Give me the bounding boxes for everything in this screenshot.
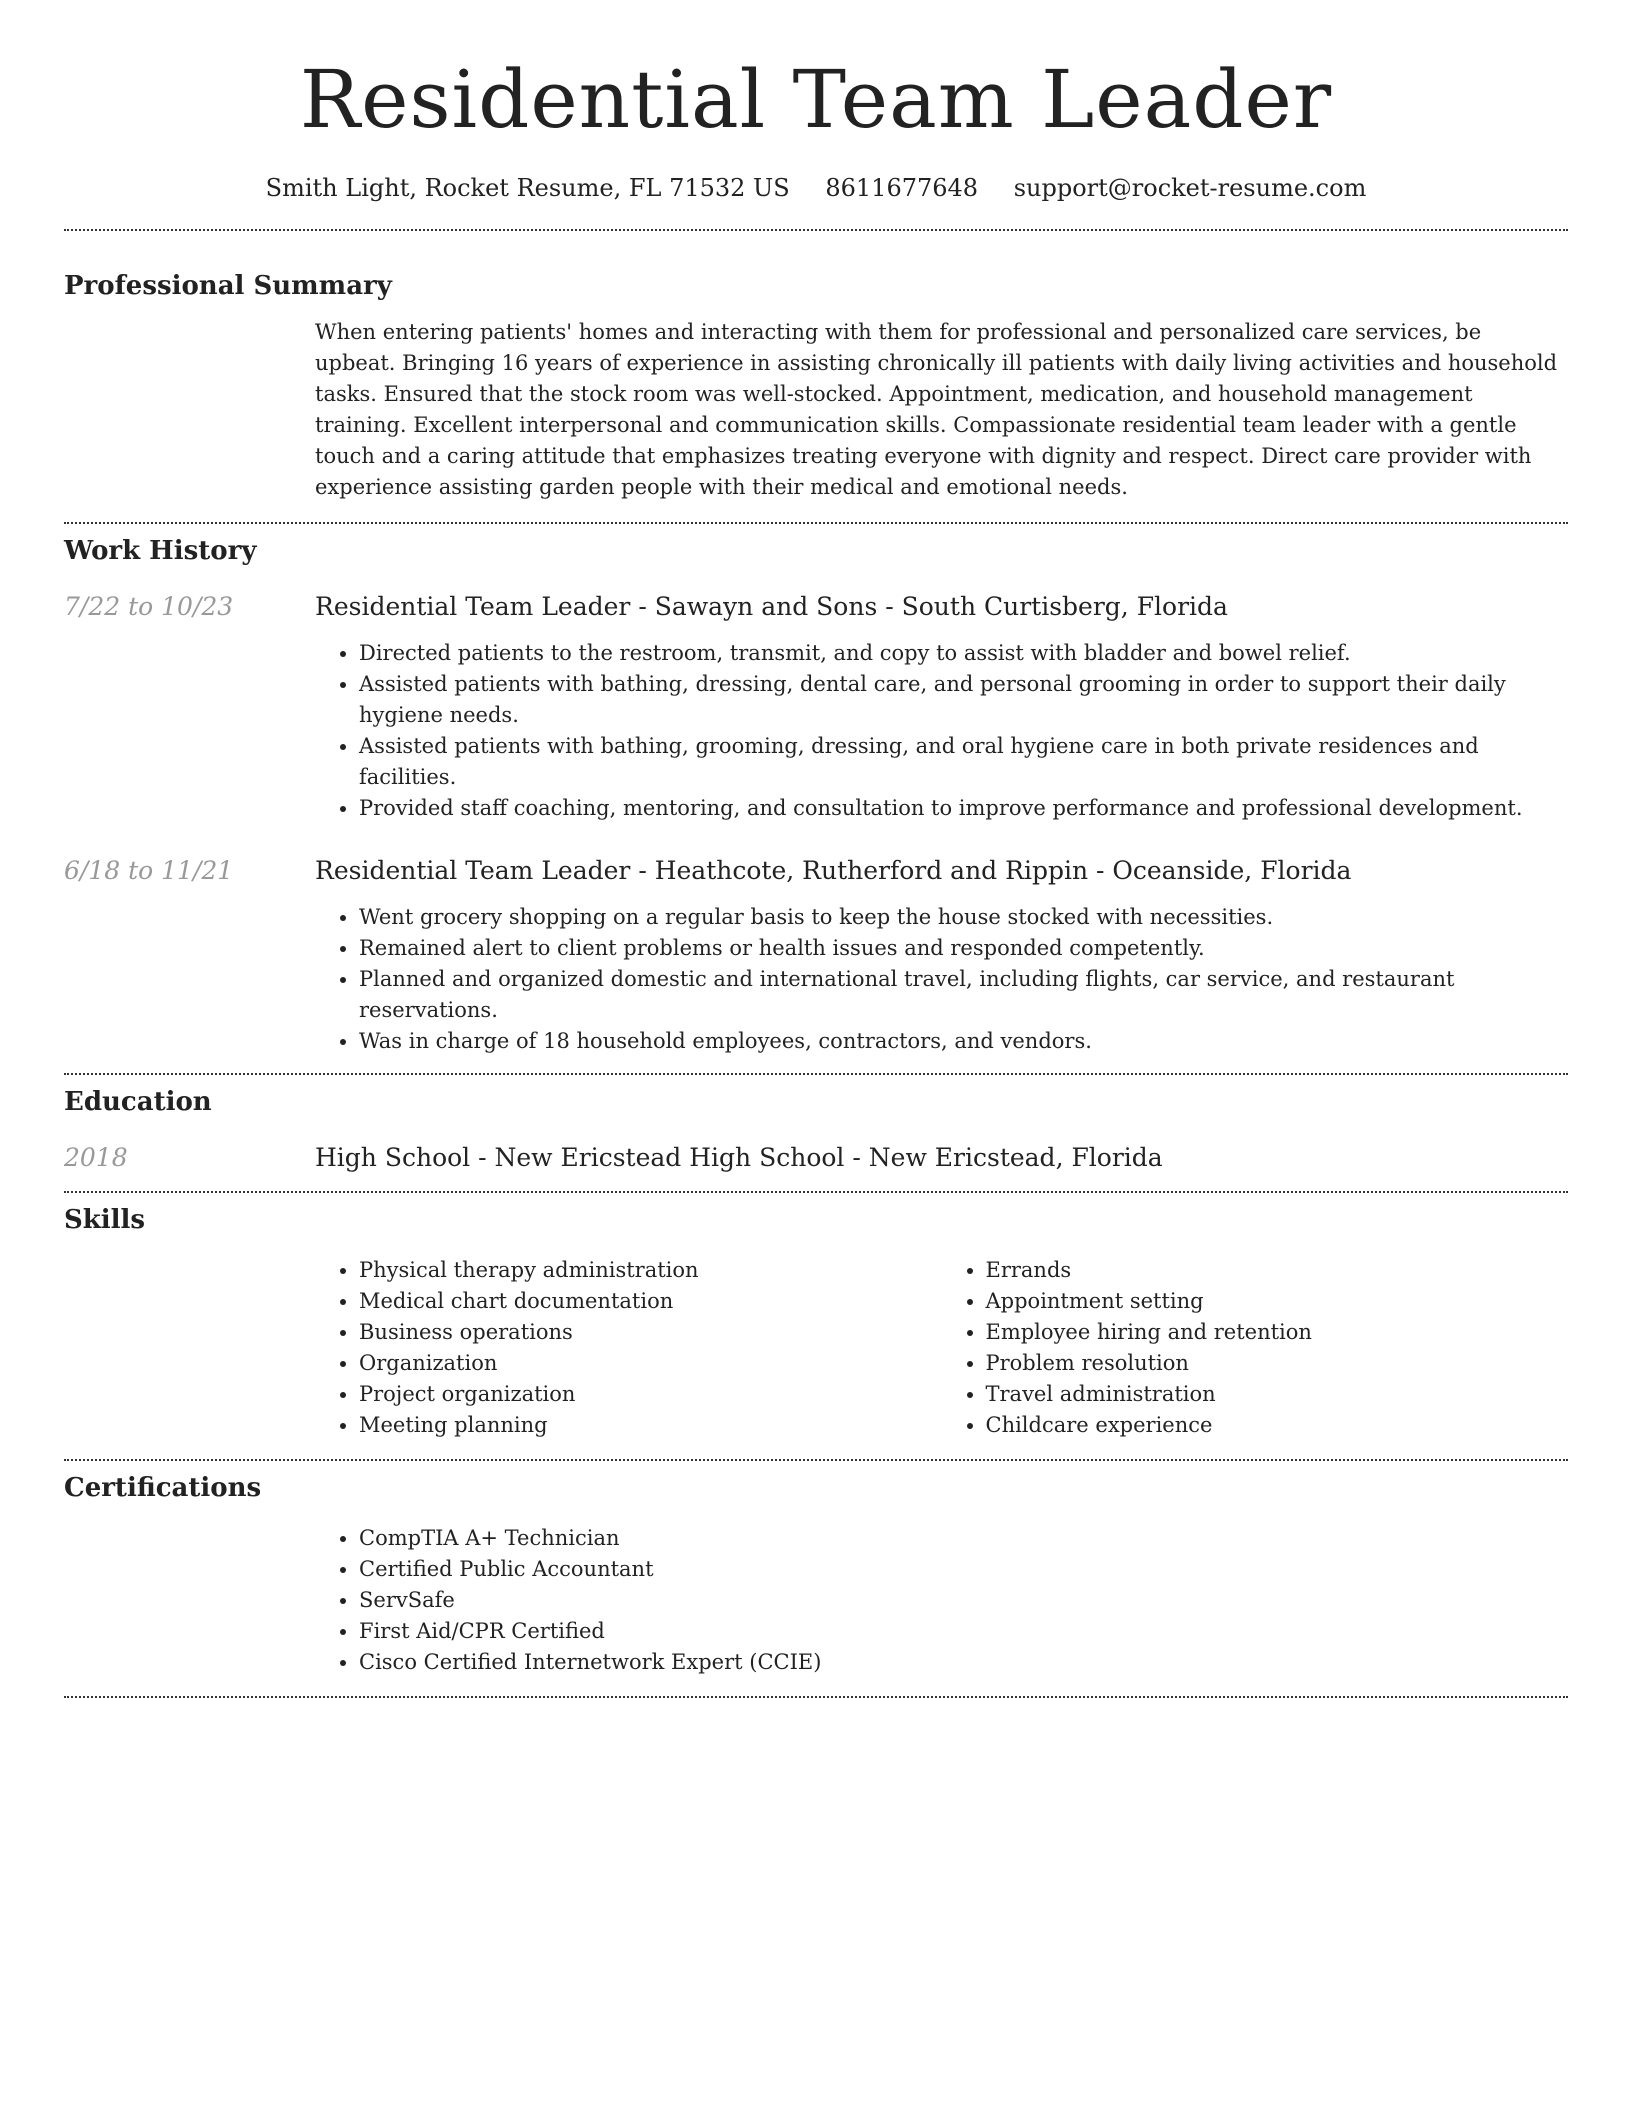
list-item: • Directed patients to the restroom, transmit, and copy to assist with bladder and bowel relief. bbox=[359, 638, 1568, 669]
divider bbox=[64, 1073, 1568, 1075]
list-item: • ServSafe bbox=[359, 1585, 1568, 1616]
skills-section bbox=[64, 1203, 1568, 1441]
contact-address: Smith Light, Rocket Resume, FL 71532 US bbox=[265, 174, 790, 202]
divider bbox=[64, 1459, 1568, 1461]
skills-spacer bbox=[64, 1255, 315, 1441]
list-item: • Travel administration bbox=[986, 1379, 1569, 1410]
list-item: • Cisco Certified Internetwork Expert (CCIE) bbox=[359, 1647, 1568, 1678]
job-dates: 7/22 to 10/23 bbox=[64, 592, 234, 621]
certifications-spacer bbox=[64, 1523, 315, 1678]
contact-line bbox=[64, 172, 1568, 204]
list-item: • Problem resolution bbox=[986, 1348, 1569, 1379]
list-item: • Employee hiring and retention bbox=[986, 1317, 1569, 1348]
resume-header bbox=[64, 0, 1568, 204]
summary-text: When entering patients' homes and interacting with them for professional and personalized care services, be upbeat. Bringing 16 years of experience in assisting chronically ill patients with daily living activities and household tasks. Ensured that the stock room was well-stocked. Appointment, medication, and household management training. Excellent interpersonal and communication skills. Compassionate residential team leader with a gentle touch and a caring attitude that emphasizes treating everyone with dignity and respect. Direct care provider with experience assisting garden people with their medical and emotional needs. bbox=[315, 320, 1558, 499]
list-item: • Errands bbox=[986, 1255, 1569, 1286]
list-item: • Medical chart documentation bbox=[359, 1286, 942, 1317]
list-item: • CompTIA A+ Technician bbox=[359, 1523, 1568, 1554]
work-history-section bbox=[64, 534, 1568, 1057]
skills-list-left bbox=[315, 1255, 942, 1441]
list-item: • Business operations bbox=[359, 1317, 942, 1348]
list-item: • Certified Public Accountant bbox=[359, 1554, 1568, 1585]
summary-section bbox=[64, 269, 1568, 503]
section-title-work-history: Work History bbox=[64, 536, 257, 566]
job-bullets bbox=[315, 638, 1568, 824]
list-item: • Appointment setting bbox=[986, 1286, 1569, 1317]
section-title-certifications: Certifications bbox=[64, 1473, 262, 1503]
list-item: • Childcare experience bbox=[986, 1410, 1569, 1441]
list-item: • Provided staff coaching, mentoring, and consultation to improve performance and professional development. bbox=[359, 793, 1568, 824]
list-item: • Meeting planning bbox=[359, 1410, 942, 1441]
list-item: • Assisted patients with bathing, grooming, dressing, and oral hygiene care in both private residences and facilities. bbox=[359, 731, 1568, 793]
skills-list-right bbox=[942, 1255, 1569, 1441]
contact-email: support@rocket-resume.com bbox=[1013, 174, 1367, 202]
education-entry bbox=[64, 1141, 1568, 1175]
skills-grid bbox=[315, 1255, 1568, 1441]
education-heading: High School - New Ericstead High School - New Ericstead, Florida bbox=[315, 1143, 1163, 1172]
certifications-list bbox=[315, 1523, 1568, 1678]
certifications-section bbox=[64, 1471, 1568, 1678]
divider bbox=[64, 229, 1568, 231]
resume-page bbox=[64, 0, 1568, 1698]
education-section bbox=[64, 1085, 1568, 1175]
job-heading: Residential Team Leader - Heathcote, Rutherford and Rippin - Oceanside, Florida bbox=[315, 856, 1352, 885]
divider bbox=[64, 1696, 1568, 1698]
summary-spacer bbox=[64, 317, 315, 503]
list-item: • Was in charge of 18 household employees, contractors, and vendors. bbox=[359, 1026, 1568, 1057]
list-item: • First Aid/CPR Certified bbox=[359, 1616, 1568, 1647]
list-item: • Went grocery shopping on a regular basis to keep the house stocked with necessities. bbox=[359, 902, 1568, 933]
job-bullets bbox=[315, 902, 1568, 1057]
list-item: • Physical therapy administration bbox=[359, 1255, 942, 1286]
list-item: • Assisted patients with bathing, dressing, dental care, and personal grooming in order to support their daily hygiene needs. bbox=[359, 669, 1568, 731]
list-item: • Planned and organized domestic and international travel, including flights, car service, and restaurant reservations. bbox=[359, 964, 1568, 1026]
job-dates: 6/18 to 11/21 bbox=[64, 856, 234, 885]
divider bbox=[64, 522, 1568, 524]
job-entry bbox=[64, 854, 1568, 1057]
candidate-name: Residential Team Leader bbox=[299, 53, 1333, 146]
section-title-education: Education bbox=[64, 1087, 212, 1117]
section-title-skills: Skills bbox=[64, 1205, 146, 1235]
job-entry bbox=[64, 590, 1568, 824]
list-item: • Remained alert to client problems or health issues and responded competently. bbox=[359, 933, 1568, 964]
section-title-summary: Professional Summary bbox=[64, 271, 392, 301]
job-heading: Residential Team Leader - Sawayn and Sons - South Curtisberg, Florida bbox=[315, 592, 1228, 621]
divider bbox=[64, 1191, 1568, 1193]
list-item: • Project organization bbox=[359, 1379, 942, 1410]
list-item: • Organization bbox=[359, 1348, 942, 1379]
education-year: 2018 bbox=[64, 1143, 128, 1172]
contact-phone: 8611677648 bbox=[825, 174, 979, 202]
